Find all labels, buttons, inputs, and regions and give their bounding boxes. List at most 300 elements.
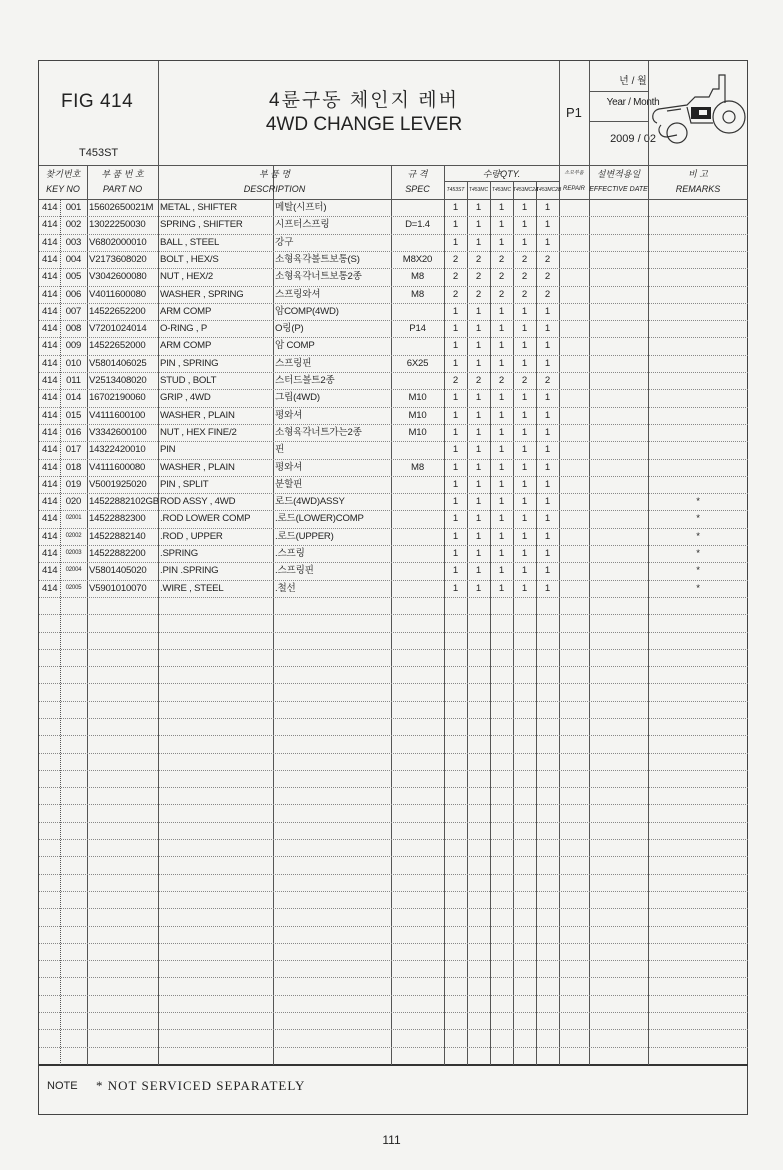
row-key-prefix: 414 (42, 392, 58, 404)
grid-hline (444, 181, 559, 182)
row-description-kr: 평와셔 (275, 461, 303, 473)
row-qty: 1 (498, 426, 505, 438)
row-qty: 1 (498, 513, 505, 525)
row-qty: 2 (521, 288, 528, 300)
row-qty: 1 (475, 357, 482, 369)
row-qty: 1 (544, 340, 551, 352)
row-qty: 1 (498, 444, 505, 456)
row-key-number: 006 (65, 288, 82, 300)
row-description-en: WASHER , SPRING (160, 288, 244, 300)
row-qty: 2 (452, 375, 459, 386)
row-qty: 1 (544, 305, 551, 317)
row-spec: M8 (411, 271, 424, 283)
grid-hline (39, 337, 748, 338)
row-key-prefix: 414 (42, 548, 58, 559)
row-qty: 1 (521, 426, 528, 438)
grid-hline (39, 977, 748, 978)
row-key-number: 005 (65, 271, 82, 283)
row-part-number: V4011600080 (89, 288, 146, 300)
row-description-en: WASHER , PLAIN (160, 461, 235, 473)
row-remark: * (696, 530, 700, 542)
row-part-number: 14522652200 (89, 305, 146, 317)
row-key-number: 003 (65, 236, 82, 248)
grid-hline (589, 91, 648, 92)
grid-hline (39, 943, 748, 944)
row-qty: 1 (475, 513, 482, 525)
row-qty: 1 (452, 444, 459, 456)
row-qty: 1 (452, 548, 459, 559)
header-part-kr: 부 품 번 호 (101, 169, 144, 179)
row-part-number: V6802000010 (89, 236, 147, 248)
year-month-label-kr: 년 / 월 (619, 76, 647, 87)
figure-number: FIG 414 (61, 91, 134, 112)
row-description-kr: 소형육각너트가는2종 (275, 426, 362, 438)
row-description-kr: .로드(LOWER)COMP (275, 513, 364, 525)
row-qty: 1 (544, 513, 551, 525)
row-key-number: 011 (66, 375, 81, 386)
model-code: T453ST (79, 147, 119, 159)
row-qty: 1 (544, 530, 551, 542)
row-description-kr: 로드(4WD)ASSY (275, 496, 345, 508)
row-key-number: 014 (65, 392, 82, 404)
row-qty: 1 (544, 582, 551, 594)
header-spec-kr: 규 격 (407, 169, 428, 179)
row-description-en: PIN , SPLIT (160, 478, 209, 490)
row-key-prefix: 414 (42, 375, 58, 386)
row-qty: 1 (498, 305, 505, 317)
title-korean: 4륜구동 체인지 레버 (269, 90, 459, 111)
row-description-en: ROD ASSY , 4WD (160, 496, 236, 508)
row-qty: 1 (521, 565, 528, 577)
row-description-kr: 스프링와셔 (275, 288, 321, 300)
row-qty: 1 (521, 305, 528, 317)
row-description-en: .PIN .SPRING (160, 565, 219, 577)
row-qty: 1 (475, 219, 482, 231)
row-qty: 1 (521, 357, 528, 369)
row-part-number: V5801405020 (89, 565, 147, 577)
grid-hline (39, 251, 748, 252)
row-qty: 2 (544, 253, 551, 265)
row-part-number: V2513408020 (89, 375, 147, 386)
row-part-number: 14522882140 (89, 530, 146, 542)
row-key-number: 001 (65, 202, 82, 213)
grid-hline (39, 545, 748, 546)
row-description-en: O-RING , P (160, 323, 208, 335)
row-qty: 1 (544, 236, 551, 248)
row-key-number: 02002 (65, 532, 82, 539)
row-description-en: .ROD LOWER COMP (160, 513, 251, 525)
grid-hline (39, 926, 748, 927)
row-description-kr: 평와셔 (275, 409, 303, 421)
row-qty: 1 (544, 409, 551, 421)
row-key-prefix: 414 (42, 565, 58, 577)
row-qty: 2 (452, 253, 459, 265)
row-key-prefix: 414 (42, 461, 58, 473)
row-qty: 1 (475, 548, 482, 559)
row-description-kr: .스프링핀 (275, 565, 314, 577)
tractor-icon (647, 67, 747, 159)
row-remark: * (696, 548, 700, 559)
header-spec-en: SPEC (405, 184, 430, 194)
header-qty-model: T453MC2B (536, 187, 562, 193)
row-description-en: METAL , SHIFTER (160, 202, 237, 213)
row-qty: 2 (452, 288, 459, 300)
row-qty: 1 (521, 323, 528, 335)
row-qty: 1 (452, 530, 459, 542)
grid-hline (39, 562, 748, 563)
row-key-number: 010 (65, 357, 82, 369)
row-qty: 2 (521, 375, 528, 386)
header-qty-model: T453MC (468, 187, 489, 193)
note-label: NOTE (47, 1080, 78, 1092)
grid-hline (39, 701, 748, 702)
row-qty: 1 (498, 236, 505, 248)
row-description-kr: 스프링핀 (275, 357, 312, 369)
row-key-prefix: 414 (42, 253, 58, 265)
row-qty: 1 (544, 202, 551, 213)
row-qty: 1 (521, 478, 528, 490)
year-month-label-en: Year / Month (606, 97, 660, 108)
row-qty: 1 (452, 357, 459, 369)
grid-hline (589, 121, 648, 122)
page-number: 111 (382, 1133, 401, 1147)
row-qty: 1 (475, 392, 482, 404)
issue-date: 2009 / 02 (610, 133, 656, 145)
grid-hline (39, 891, 748, 892)
row-description-kr: .철선 (275, 582, 296, 594)
row-key-prefix: 414 (42, 202, 58, 213)
grid-vline (273, 165, 274, 1065)
row-description-en: BOLT , HEX/S (160, 253, 219, 265)
row-description-en: SPRING , SHIFTER (160, 219, 243, 231)
row-qty: 1 (498, 530, 505, 542)
row-key-number: 009 (65, 340, 82, 352)
grid-hline (39, 199, 748, 200)
grid-hline (39, 735, 748, 736)
row-qty: 1 (475, 565, 482, 577)
header-eff-en: EFFECTIVE DATE (589, 186, 648, 193)
row-qty: 1 (452, 565, 459, 577)
row-qty: 2 (521, 253, 528, 265)
row-key-number: 017 (65, 444, 82, 456)
row-qty: 1 (521, 444, 528, 456)
row-description-kr: 스터드볼트2종 (275, 375, 335, 386)
row-spec: M10 (408, 409, 427, 421)
row-qty: 1 (498, 219, 505, 231)
row-qty: 1 (475, 409, 482, 421)
row-key-prefix: 414 (42, 426, 58, 438)
grid-hline (39, 874, 748, 875)
row-qty: 2 (475, 288, 482, 300)
grid-hline (39, 718, 748, 719)
row-qty: 2 (452, 271, 459, 283)
row-key-prefix: 414 (42, 444, 58, 456)
row-qty: 1 (521, 461, 528, 473)
row-description-kr: 시프터스프링 (275, 219, 330, 231)
grid-hline (39, 441, 748, 442)
row-part-number: 14522882300 (89, 513, 146, 525)
row-qty: 1 (452, 513, 459, 525)
row-key-prefix: 414 (42, 236, 58, 248)
row-qty: 1 (452, 409, 459, 421)
row-description-en: GRIP , 4WD (160, 392, 211, 404)
row-qty: 1 (521, 202, 528, 213)
row-qty: 1 (498, 340, 505, 352)
row-spec: M8X20 (402, 253, 433, 265)
row-key-prefix: 414 (42, 271, 58, 283)
row-qty: 2 (498, 288, 505, 300)
row-spec: M8 (411, 461, 424, 473)
row-description-kr: 소형육각볼트보통(S) (275, 253, 360, 265)
row-qty: 1 (452, 582, 459, 594)
grid-vline (559, 165, 560, 1065)
grid-hline (39, 268, 748, 269)
row-part-number: V4111600080 (89, 461, 146, 473)
row-qty: 1 (452, 478, 459, 490)
grid-hline (39, 822, 748, 823)
grid-hline (39, 510, 748, 511)
row-key-number: 008 (65, 323, 82, 335)
grid-hline (39, 787, 748, 788)
row-qty: 2 (544, 288, 551, 300)
row-key-prefix: 414 (42, 513, 58, 525)
row-part-number: 14522882200 (89, 548, 146, 559)
row-qty: 1 (498, 461, 505, 473)
row-qty: 1 (452, 496, 459, 508)
row-key-prefix: 414 (42, 340, 58, 352)
row-qty: 1 (521, 513, 528, 525)
header-qty-model: T453MC2A (513, 187, 539, 193)
grid-hline (39, 216, 748, 217)
row-key-prefix: 414 (42, 323, 58, 335)
row-qty: 2 (498, 253, 505, 265)
row-key-number: 02005 (65, 584, 82, 591)
row-description-kr: 그립(4WD) (275, 392, 320, 404)
grid-vline (158, 165, 159, 1065)
row-key-prefix: 414 (42, 219, 58, 231)
row-qty: 1 (452, 392, 459, 404)
row-qty: 1 (498, 496, 505, 508)
grid-hline (39, 753, 748, 754)
row-qty: 1 (498, 409, 505, 421)
grid-hline (39, 614, 748, 615)
header-part-en: PART NO (102, 184, 143, 194)
row-remark: * (696, 513, 700, 525)
row-description-kr: O링(P) (275, 323, 304, 335)
grid-hline (39, 389, 748, 390)
row-remark: * (696, 496, 700, 508)
row-qty: 2 (475, 253, 482, 265)
row-qty: 1 (521, 496, 528, 508)
row-qty: 1 (452, 323, 459, 335)
row-description-kr: 강구 (275, 236, 294, 248)
row-qty: 1 (475, 444, 482, 456)
row-qty: 1 (498, 323, 505, 335)
grid-vline (589, 61, 590, 165)
row-spec: P14 (409, 323, 426, 335)
grid-hline (39, 839, 748, 840)
grid-vline (648, 165, 649, 1065)
grid-hline (39, 424, 748, 425)
header-key-en: KEY NO (46, 184, 80, 194)
row-qty: 2 (475, 271, 482, 283)
header-desc-en: DESCRIPTION (243, 184, 306, 194)
grid-hline (39, 804, 748, 805)
row-qty: 2 (521, 271, 528, 283)
grid-hline (39, 320, 748, 321)
row-part-number: V3342600100 (89, 426, 147, 438)
row-part-number: 16702190060 (89, 392, 146, 404)
row-qty: 1 (475, 323, 482, 335)
row-key-prefix: 414 (42, 409, 58, 421)
row-qty: 1 (452, 219, 459, 231)
row-qty: 1 (521, 582, 528, 594)
grid-hline (39, 1064, 748, 1065)
row-description-en: PIN , SPRING (160, 357, 219, 369)
row-description-en: ARM COMP (160, 305, 212, 317)
row-key-number: 02004 (65, 567, 82, 574)
row-key-prefix: 414 (42, 357, 58, 369)
grid-hline (39, 649, 748, 650)
row-qty: 1 (475, 340, 482, 352)
grid-vline (559, 61, 560, 165)
row-key-prefix: 414 (42, 530, 58, 542)
row-remark: * (696, 565, 700, 577)
row-description-kr: 분할핀 (275, 478, 303, 490)
grid-hline (39, 666, 748, 667)
parts-sheet (38, 60, 748, 1115)
row-qty: 1 (544, 461, 551, 473)
row-description-kr: 핀 (275, 444, 285, 456)
header-qty-model: T453MC (491, 187, 512, 193)
header-key-kr: 찾기번호 (45, 169, 81, 179)
grid-hline (39, 372, 748, 373)
row-key-prefix: 414 (42, 496, 58, 508)
row-key-number: 02001 (65, 515, 82, 522)
row-key-prefix: 414 (42, 582, 58, 594)
row-qty: 1 (544, 548, 551, 559)
row-qty: 1 (544, 357, 551, 369)
header-qty-model: T453ST (446, 187, 465, 193)
row-qty: 1 (498, 565, 505, 577)
row-spec: 6X25 (406, 357, 429, 369)
row-qty: 1 (544, 426, 551, 438)
row-qty: 1 (452, 202, 459, 213)
row-part-number: V5801406025 (89, 357, 147, 369)
row-qty: 2 (498, 271, 505, 283)
grid-hline (39, 1012, 748, 1013)
row-key-prefix: 414 (42, 305, 58, 317)
row-remark: * (696, 582, 700, 594)
row-part-number: V2173608020 (89, 253, 147, 265)
row-qty: 1 (475, 426, 482, 438)
row-description-en: .SPRING (160, 548, 199, 559)
row-qty: 1 (452, 340, 459, 352)
row-spec: M10 (408, 426, 427, 438)
row-qty: 1 (521, 530, 528, 542)
row-qty: 1 (521, 392, 528, 404)
grid-hline (39, 1065, 748, 1066)
row-key-number: 018 (65, 461, 82, 473)
row-description-kr: 암 COMP (275, 340, 315, 352)
row-key-prefix: 414 (42, 478, 58, 490)
row-part-number: V5901010070 (89, 582, 147, 594)
note-text: * NOT SERVICED SEPARATELY (96, 1078, 306, 1093)
row-description-kr: .스프링 (275, 548, 305, 559)
header-remarks-en: REMARKS (675, 184, 721, 194)
grid-hline (39, 1047, 748, 1048)
row-key-number: 016 (65, 426, 82, 438)
row-qty: 2 (475, 375, 482, 386)
row-qty: 1 (498, 392, 505, 404)
row-description-en: NUT , HEX FINE/2 (160, 426, 237, 438)
row-qty: 1 (544, 565, 551, 577)
row-part-number: 15602650021M (89, 202, 154, 213)
grid-vline (87, 165, 88, 1065)
header-desc-kr: 부 품 명 (258, 169, 291, 179)
row-part-number: 14322420010 (89, 444, 146, 456)
row-qty: 1 (544, 219, 551, 231)
row-description-en: NUT , HEX/2 (160, 271, 214, 283)
grid-hline (39, 995, 748, 996)
grid-hline (39, 632, 748, 633)
row-key-number: 019 (65, 478, 82, 490)
row-part-number: 13022250030 (89, 219, 146, 231)
row-qty: 1 (544, 478, 551, 490)
row-qty: 1 (475, 478, 482, 490)
row-description-en: ARM COMP (160, 340, 212, 352)
row-qty: 1 (544, 323, 551, 335)
row-qty: 1 (521, 409, 528, 421)
row-qty: 2 (498, 375, 505, 386)
row-qty: 1 (475, 202, 482, 213)
row-description-en: WASHER , PLAIN (160, 409, 235, 421)
row-description-en: PIN (160, 444, 176, 456)
page-code: P1 (566, 105, 582, 120)
row-qty: 1 (452, 461, 459, 473)
row-description-kr: 소형육각너트보통2종 (275, 271, 362, 283)
row-qty: 1 (521, 236, 528, 248)
row-description-kr: 암COMP(4WD) (275, 305, 339, 317)
grid-hline (39, 1029, 748, 1030)
row-qty: 1 (475, 582, 482, 594)
row-description-en: BALL , STEEL (160, 236, 220, 248)
grid-hline (39, 770, 748, 771)
row-description-en: .WIRE , STEEL (160, 582, 224, 594)
row-key-number: 002 (65, 219, 82, 231)
row-qty: 1 (544, 444, 551, 456)
row-description-kr: 메탈(시프터) (275, 202, 327, 213)
row-qty: 2 (544, 375, 551, 386)
row-qty: 1 (544, 392, 551, 404)
row-qty: 1 (475, 236, 482, 248)
row-spec: M10 (408, 392, 427, 404)
row-qty: 1 (452, 426, 459, 438)
row-key-number: 015 (65, 409, 82, 421)
row-qty: 1 (475, 461, 482, 473)
row-qty: 1 (498, 202, 505, 213)
grid-hline (39, 856, 748, 857)
grid-hline (39, 597, 748, 598)
row-qty: 1 (452, 305, 459, 317)
row-qty: 2 (544, 271, 551, 283)
row-part-number: 14522882102GB (89, 496, 159, 508)
row-qty: 1 (498, 548, 505, 559)
row-part-number: V7201024014 (89, 323, 147, 335)
row-part-number: V5001925020 (89, 478, 147, 490)
row-qty: 1 (475, 530, 482, 542)
grid-hline (39, 165, 748, 166)
